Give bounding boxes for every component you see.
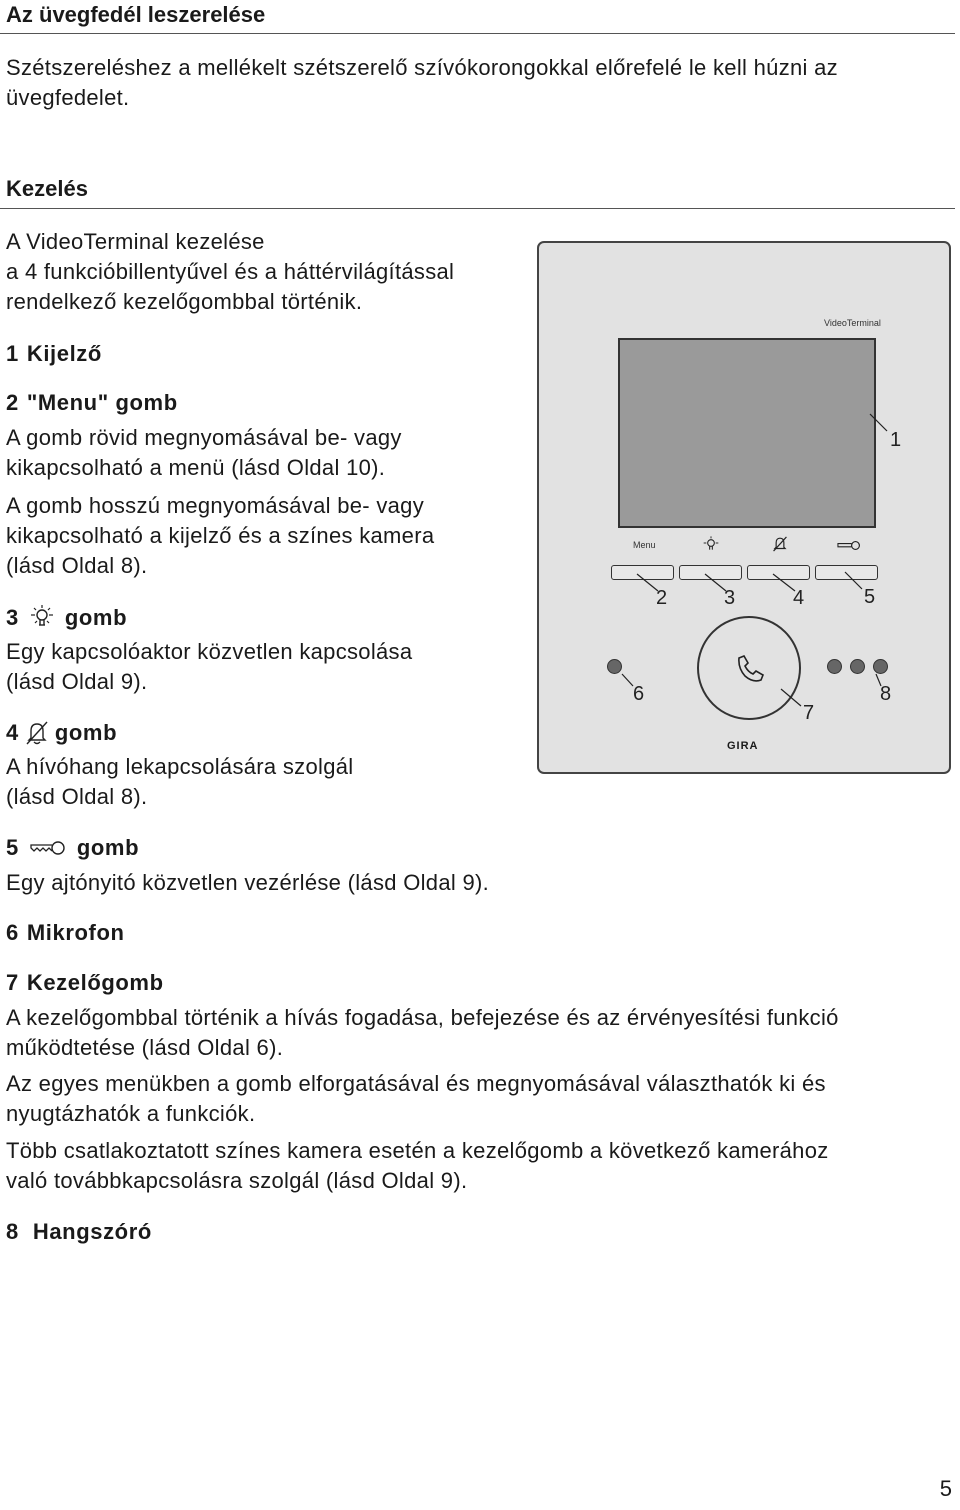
menu-desc-line: (lásd Oldal 8). [6,553,148,578]
item-number: 2 [6,390,19,415]
callout-7: 7 [803,702,815,724]
light-desc-line: (lásd Oldal 9). [6,669,148,694]
item-heading-speaker [6,1219,152,1245]
page-number: 5 [939,1476,952,1501]
item-title: Hangszóró [32,1219,152,1244]
section-body-glass-cover: Szétszereléshez a mellékelt szétszerelő szívókorongokkal előrefelé le kell húzni az üvegfedelet. [6,55,838,110]
item-heading-control-knob [6,970,164,996]
section-divider [0,33,955,34]
knob-desc-line: működtetése (lásd Oldal 6). [6,1035,284,1060]
menu-desc-line: A gomb hosszú megnyomásával be- vagy [6,493,425,518]
item-heading-display [6,341,102,367]
knob-desc-line: nyugtázhatók a funkciók. [6,1101,256,1126]
knob-desc-line: Az egyes menükben a gomb elforgatásával és megnyomásával választhatók ki és [6,1071,826,1096]
section-title-glass-cover: Az üvegfedél leszerelése [6,2,266,27]
item-number: 4 [6,720,19,745]
item-title: gomb [64,605,128,630]
door-desc-line: Egy ajtónyitó közvetlen vezérlése (lásd Oldal 9). [6,870,490,895]
callout-5: 5 [864,586,876,608]
item-number: 7 [6,970,19,995]
mute-desc-line: (lásd Oldal 8). [6,784,148,809]
item-title: gomb [76,835,140,860]
item-heading-mute [6,719,117,747]
callout-3: 3 [724,587,736,609]
callout-4: 4 [793,587,805,609]
brand-logo: GIRA [727,740,759,752]
item-title: Kijelző [26,341,102,366]
light-bulb-icon [27,604,57,632]
knob-desc-line: Több csatlakoztatott színes kamera esetén a kezelőgomb a következő kamerához [6,1138,829,1163]
item-title: gomb [54,720,118,745]
item-heading-door [6,835,139,861]
item-title: Mikrofon [26,920,125,945]
item-title: "Menu" gomb [26,390,178,415]
item-heading-microphone [6,920,125,946]
intro-line-3: rendelkező kezelőgombbal történik. [6,289,363,314]
item-title: Kezelőgomb [26,970,164,995]
mute-desc-line: A hívóhang lekapcsolására szolgál [6,754,354,779]
intro-line-2: a 4 funkcióbillentyűvel és a háttérvilágítással [6,259,455,284]
item-number: 5 [6,835,19,860]
callout-2: 2 [656,587,668,609]
product-label: VideoTerminal [824,318,881,328]
knob-desc-line: való továbbkapcsolásra szolgál (lásd Oldal 9). [6,1168,468,1193]
menu-desc-line: kikapcsolható a kijelző és a színes kamera [6,523,435,548]
bell-mute-icon [23,719,51,747]
item-number: 3 [6,605,19,630]
callout-1: 1 [890,429,902,451]
section-title-operation: Kezelés [6,176,88,201]
item-heading-light [6,604,127,632]
key-icon [29,838,67,858]
videoterminal-illustration [537,241,951,774]
callout-8: 8 [880,683,892,705]
item-number: 8 [6,1219,19,1244]
intro-line-1: A VideoTerminal kezelése [6,229,265,254]
knob-desc-line: A kezelőgombbal történik a hívás fogadása, befejezése és az érvényesítési funkció [6,1005,839,1030]
light-desc-line: Egy kapcsolóaktor közvetlen kapcsolása [6,639,413,664]
item-number: 6 [6,920,19,945]
section-divider [0,208,955,209]
menu-label: Menu [633,540,656,550]
item-heading-menu [6,390,178,416]
menu-desc-line: kikapcsolható a menü (lásd Oldal 10). [6,455,386,480]
menu-desc-line: A gomb rövid megnyomásával be- vagy [6,425,402,450]
callout-6: 6 [633,683,645,705]
item-number: 1 [6,341,19,366]
